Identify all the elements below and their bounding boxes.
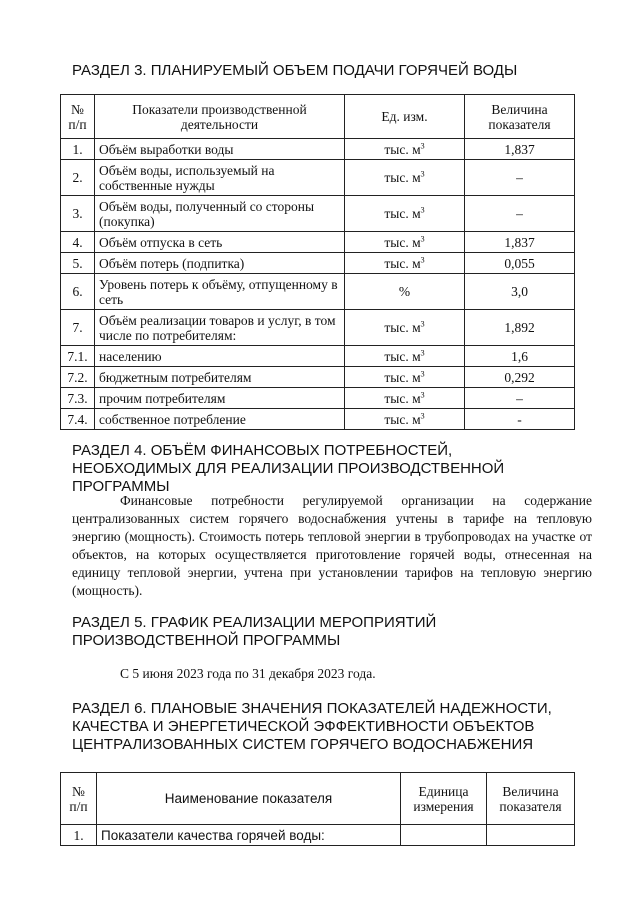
table-row <box>61 388 575 409</box>
row-num: 1. <box>61 825 97 846</box>
unit-text: тыс. м <box>384 411 421 427</box>
table-row <box>61 346 575 367</box>
row-name: Объём воды, полученный со стороны (покупка) <box>95 196 345 232</box>
row-unit <box>345 232 465 253</box>
row-name: Объём отпуска в сеть <box>95 232 345 253</box>
header-name: Наименование показателя <box>97 773 401 825</box>
unit-text: % <box>398 284 411 299</box>
row-value: – <box>465 388 575 409</box>
row-unit <box>345 196 465 232</box>
row-value: 0,292 <box>465 367 575 388</box>
section4-paragraph: Финансовые потребности регулируемой организации на содержание централизованных систем горячего водоснабжения учтены в тарифе на тепловую энергию (мощность). Стоимость потерь тепловой энергии в трубопроводах на участке от объектов, на которых осуществляется приготовление горячей воды, отнесенная на единицу тепловой энергии, учтена при установлении тарифов на тепловую энергию (мощность). <box>72 493 592 598</box>
row-num: 5. <box>61 253 95 274</box>
table-row <box>61 274 575 310</box>
section5-title: РАЗДЕЛ 5. ГРАФИК РЕАЛИЗАЦИИ МЕРОПРИЯТИЙ ПРОИЗВОДСТВЕННОЙ ПРОГРАММЫ <box>72 614 437 649</box>
unit-text: тыс. м <box>384 234 421 250</box>
unit-superscript: 3 <box>420 255 425 264</box>
row-value: 1,837 <box>465 232 575 253</box>
section4-title: РАЗДЕЛ 4. ОБЪЁМ ФИНАНСОВЫХ ПОТРЕБНОСТЕЙ, НЕОБХОДИМЫХ ДЛЯ РЕАЛИЗАЦИИ ПРОИЗВОДСТВЕННОЙ ПРОГРАММЫ <box>72 442 505 495</box>
row-unit <box>345 160 465 196</box>
row-value: - <box>465 409 575 430</box>
table-row <box>61 253 575 274</box>
row-value: 3,0 <box>465 274 575 310</box>
row-num: 7.2. <box>61 367 95 388</box>
unit-superscript: 3 <box>420 141 425 150</box>
row-num: 7. <box>61 310 95 346</box>
row-name: собственное потребление <box>95 409 345 430</box>
row-name: прочим потребителям <box>95 388 345 409</box>
unit-superscript: 3 <box>420 319 425 329</box>
section6-title: РАЗДЕЛ 6. ПЛАНОВЫЕ ЗНАЧЕНИЯ ПОКАЗАТЕЛЕЙ НАДЕЖНОСТИ, КАЧЕСТВА И ЭНЕРГЕТИЧЕСКОЙ ЭФФЕКТИВНОСТИ ОБЪЕКТОВ ЦЕНТРАЛИЗОВАННЫХ СИСТЕМ ГОРЯЧЕГО ВОДОСНАБЖЕНИЯ <box>72 700 552 753</box>
row-unit <box>345 409 465 430</box>
row-num: 1. <box>61 139 95 160</box>
unit-text: тыс. м <box>384 390 421 406</box>
row-num: 4. <box>61 232 95 253</box>
row-value: 1,837 <box>465 139 575 160</box>
row-name: Объём воды, используемый на собственные нужды <box>95 160 345 196</box>
row-name: бюджетным потребителям <box>95 367 345 388</box>
unit-text: тыс. м <box>384 348 421 364</box>
header-value: Величина показателя <box>487 773 575 825</box>
table-row <box>61 409 575 430</box>
row-unit <box>345 346 465 367</box>
row-name: Объём реализации товаров и услуг, в том числе по потребителям: <box>95 310 345 346</box>
unit-text: тыс. м <box>384 369 421 385</box>
header-num: № п/п <box>61 95 95 139</box>
row-value: – <box>465 196 575 232</box>
header-indicator: Показатели производственной деятельности <box>95 95 345 139</box>
row-unit <box>345 367 465 388</box>
unit-text: тыс. м <box>384 320 421 335</box>
table-row <box>61 825 575 846</box>
row-value: 1,6 <box>465 346 575 367</box>
unit-text: тыс. м <box>384 170 421 185</box>
row-unit <box>345 139 465 160</box>
unit-text: тыс. м <box>384 206 421 221</box>
row-num: 2. <box>61 160 95 196</box>
unit-text: тыс. м <box>384 255 421 271</box>
water-volume-table <box>60 94 575 430</box>
unit-superscript: 3 <box>420 390 425 399</box>
table-row <box>61 139 575 160</box>
row-name: Объём выработки воды <box>95 139 345 160</box>
reliability-table <box>60 772 575 846</box>
table-row <box>61 160 575 196</box>
row-value: 0,055 <box>465 253 575 274</box>
row-num: 7.3. <box>61 388 95 409</box>
unit-text: тыс. м <box>384 141 421 157</box>
row-unit <box>345 310 465 346</box>
row-value: – <box>465 160 575 196</box>
table-header-row <box>61 95 575 139</box>
row-value <box>487 825 575 846</box>
row-name: Показатели качества горячей воды: <box>97 825 401 846</box>
table-row <box>61 196 575 232</box>
header-unit: Единица измерения <box>401 773 487 825</box>
unit-superscript: 3 <box>420 205 425 215</box>
header-num: № п/п <box>61 773 97 825</box>
row-num: 7.4. <box>61 409 95 430</box>
row-num: 3. <box>61 196 95 232</box>
unit-superscript: 3 <box>420 348 425 357</box>
header-value: Величина показателя <box>465 95 575 139</box>
row-unit <box>345 274 465 310</box>
row-name: Объём потерь (подпитка) <box>95 253 345 274</box>
row-name: населению <box>95 346 345 367</box>
row-value: 1,892 <box>465 310 575 346</box>
table-row <box>61 310 575 346</box>
row-unit <box>345 253 465 274</box>
unit-superscript: 3 <box>420 234 425 243</box>
unit-superscript: 3 <box>420 411 425 420</box>
unit-superscript: 3 <box>420 169 425 179</box>
row-num: 7.1. <box>61 346 95 367</box>
table-row <box>61 367 575 388</box>
row-name: Уровень потерь к объёму, отпущенному в сеть <box>95 274 345 310</box>
header-unit: Ед. изм. <box>345 95 465 139</box>
row-unit <box>401 825 487 846</box>
table-header-row <box>61 773 575 825</box>
row-num: 6. <box>61 274 95 310</box>
row-unit <box>345 388 465 409</box>
unit-superscript: 3 <box>420 369 425 378</box>
table-row <box>61 232 575 253</box>
section3-title: РАЗДЕЛ 3. ПЛАНИРУЕМЫЙ ОБЪЕМ ПОДАЧИ ГОРЯЧЕЙ ВОДЫ <box>72 62 518 79</box>
section5-paragraph: С 5 июня 2023 года по 31 декабря 2023 года. <box>120 666 376 681</box>
